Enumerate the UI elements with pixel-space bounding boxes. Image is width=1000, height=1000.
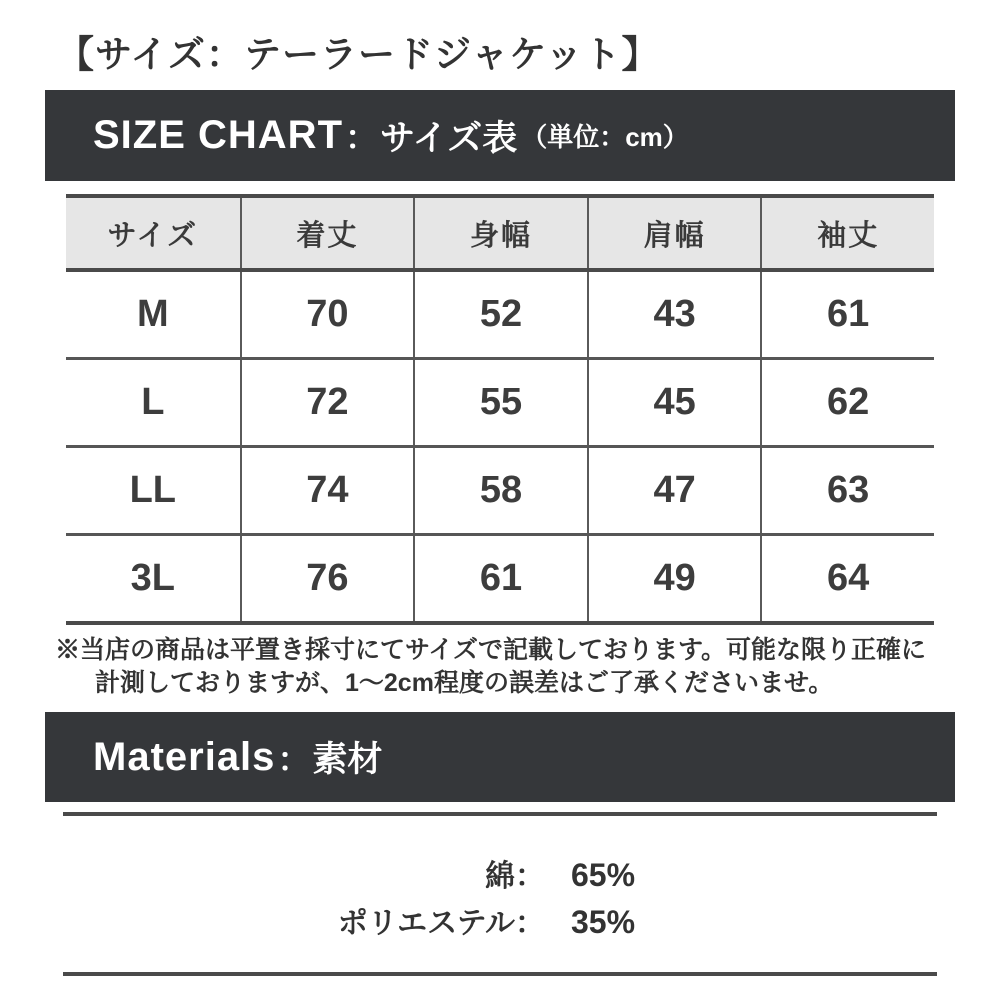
materials-list [0, 851, 1000, 945]
material-value: 65% [571, 857, 636, 893]
size-table-header-row [66, 198, 934, 272]
materials-banner-en: Materials [93, 734, 276, 779]
table-cell: 47 [587, 448, 761, 533]
materials-banner-separator: ： [277, 740, 311, 778]
table-cell: 63 [760, 448, 934, 533]
size-table-header-shoulder-width: 肩幅 [587, 198, 761, 268]
table-cell: 55 [413, 360, 587, 445]
page-title: 【サイズ：テーラードジャケット】 [57, 34, 660, 75]
size-label: LL [129, 469, 177, 511]
size-table-row-m [66, 272, 934, 360]
table-cell: 72 [240, 360, 414, 445]
size-table-header-body-width: 身幅 [413, 198, 587, 268]
material-label: ポリエステル： [337, 907, 545, 940]
size-chart-banner-separator: ： [345, 119, 378, 156]
size-table-header-sleeve-length: 袖丈 [760, 198, 934, 268]
material-label: 綿： [485, 860, 545, 893]
disclaimer-line-1: ※当店の商品は平置き採寸にてサイズで記載しております。可能な限り正確に [55, 636, 927, 664]
size-chart-banner-ja: サイズ表 [380, 118, 518, 158]
table-cell: 61 [760, 272, 934, 357]
size-table-header-size: サイズ [107, 219, 199, 252]
size-chart-banner-en: SIZE CHART [93, 113, 343, 157]
table-cell: 52 [413, 272, 587, 357]
size-table-header-body-length: 着丈 [240, 198, 414, 268]
size-label: L [141, 381, 165, 423]
size-table-row-ll [66, 448, 934, 536]
table-cell: 61 [413, 536, 587, 621]
table-cell: 58 [413, 448, 587, 533]
table-cell: 49 [587, 536, 761, 621]
measurement-disclaimer [55, 634, 926, 700]
material-value: 35% [571, 904, 636, 940]
table-cell: 62 [760, 360, 934, 445]
table-cell: 74 [240, 448, 414, 533]
materials-bottom-rule [63, 972, 937, 976]
disclaimer-line-2: 計測しておりますが、1〜2cm程度の誤差はご了承くださいませ。 [95, 669, 834, 697]
material-item-cotton [0, 851, 1000, 898]
size-label: 3L [130, 557, 175, 599]
table-cell: 43 [587, 272, 761, 357]
size-table-row-3l [66, 536, 934, 621]
size-label: M [136, 293, 169, 335]
table-cell: 45 [587, 360, 761, 445]
size-chart-banner [45, 90, 955, 181]
size-table-row-l [66, 360, 934, 448]
materials-top-rule [63, 812, 937, 816]
material-item-polyester [0, 898, 1000, 945]
size-chart-unit-note: （単位：cm） [521, 122, 689, 152]
materials-banner-ja: 素材 [312, 740, 383, 779]
materials-banner [45, 712, 955, 802]
table-cell: 64 [760, 536, 934, 621]
table-cell: 70 [240, 272, 414, 357]
table-cell: 76 [240, 536, 414, 621]
size-table [66, 194, 934, 625]
